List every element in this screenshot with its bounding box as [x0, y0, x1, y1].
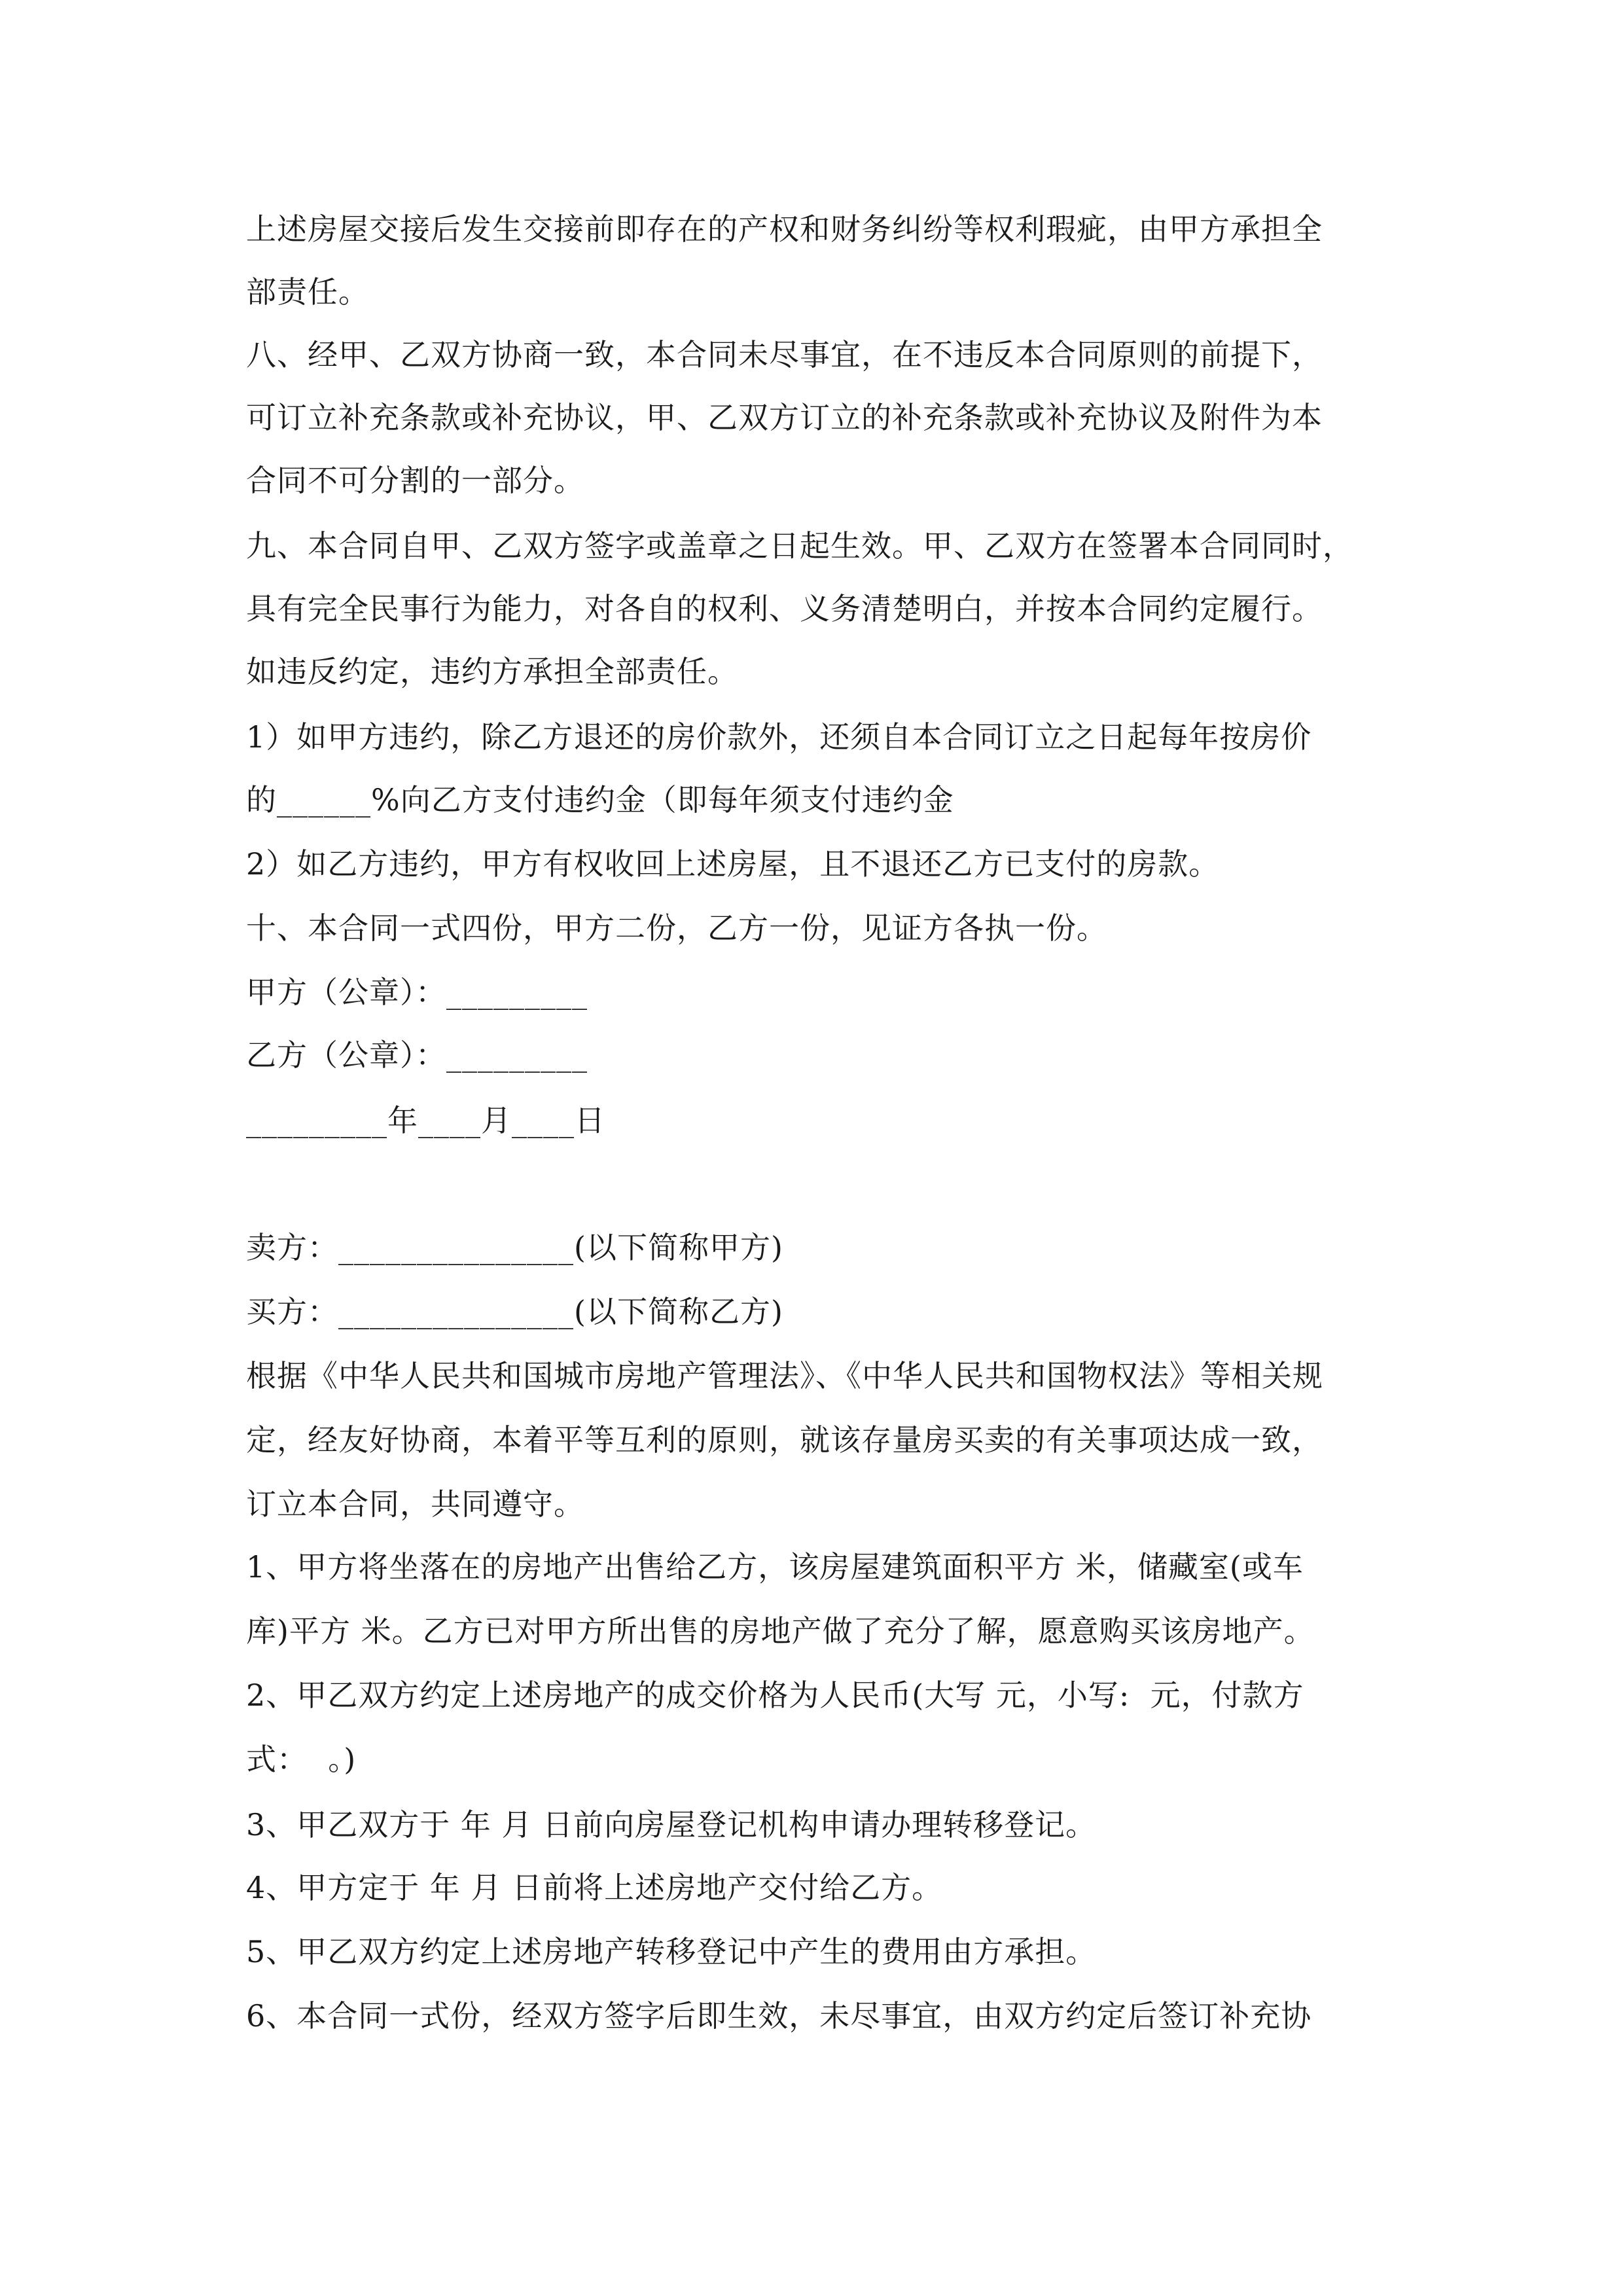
date-line: _________年____月____日 [246, 1103, 605, 1138]
text-line: 式： 。) [246, 1742, 357, 1777]
text-line: 2）如乙方违约，甲方有权收回上述房屋，且不退还乙方已支付的房款。 [246, 846, 1220, 882]
text-line: 5、甲乙双方约定上述房地产转移登记中产生的费用由方承担。 [246, 1934, 1097, 1969]
text-line: 根据《中华人民共和国城市房地产管理法》、《中华人民共和国物权法》等相关规 [246, 1358, 1323, 1393]
seller-line: 卖方：_______________(以下简称甲方) [246, 1230, 783, 1265]
text-line: 具有完全民事行为能力，对各自的权利、义务清楚明白，并按本合同约定履行。 [246, 591, 1323, 626]
text-line: 2、甲乙双方约定上述房地产的成交价格为人民币(大写 元，小写: 元，付款方 [246, 1677, 1304, 1713]
text-line: 九、本合同自甲、乙双方签字或盖章之日起生效。甲、乙双方在签署本合同同时， [246, 528, 1353, 564]
text-line: 十、本合同一式四份，甲方二份，乙方一份，见证方各执一份。 [246, 910, 1107, 946]
buyer-line: 买方：_______________(以下简称乙方) [246, 1294, 783, 1329]
text-line: 八、经甲、乙双方协商一致，本合同未尽事宜，在不违反本合同原则的前提下， [246, 337, 1323, 372]
text-line: 订立本合同，共同遵守。 [246, 1486, 584, 1522]
signature-line-party-a: 甲方（公章）：_________ [246, 975, 588, 1010]
text-line: 上述房屋交接后发生交接前即存在的产权和财务纠纷等权利瑕疵，由甲方承担全 [246, 211, 1323, 247]
signature-line-party-b: 乙方（公章）：_________ [246, 1037, 588, 1073]
text-line: 定，经友好协商，本着平等互利的原则，就该存量房买卖的有关事项达成一致， [246, 1422, 1323, 1458]
text-line: 4、甲方定于 年 月 日前将上述房地产交付给乙方。 [246, 1870, 943, 1905]
text-line: 1）如甲方违约，除乙方退还的房价款外，还须自本合同订立之日起每年按房价 [246, 719, 1312, 755]
text-line: 的______%向乙方支付违约金（即每年须支付违约金 [246, 782, 954, 817]
text-line: 可订立补充条款或补充协议，甲、乙双方订立的补充条款或补充协议及附件为本 [246, 400, 1323, 435]
text-line: 3、甲乙双方于 年 月 日前向房屋登记机构申请办理转移登记。 [246, 1807, 1097, 1842]
text-line: 部责任。 [246, 274, 369, 310]
text-line: 1、甲方将坐落在的房地产出售给乙方，该房屋建筑面积平方 米，储藏室(或车 [246, 1549, 1304, 1585]
text-line: 6、本合同一式份，经双方签字后即生效，未尽事宜，由双方约定后签订补充协 [246, 1998, 1312, 2034]
text-line: 如违反约定，违约方承担全部责任。 [246, 654, 738, 689]
text-line: 库)平方 米。乙方已对甲方所出售的房地产做了充分了解，愿意购买该房地产。 [246, 1613, 1315, 1649]
text-line: 合同不可分割的一部分。 [246, 463, 584, 498]
